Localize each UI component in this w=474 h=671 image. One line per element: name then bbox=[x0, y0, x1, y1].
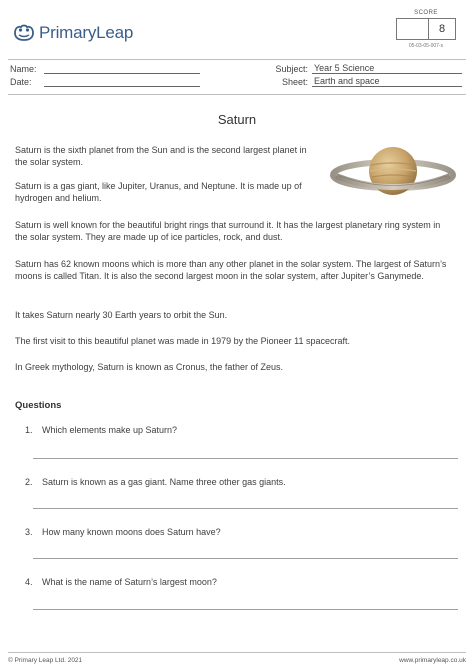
footer-website[interactable]: www.primaryleap.co.uk bbox=[399, 657, 466, 664]
question-text: Saturn is known as a gas giant. Name three other gas giants. bbox=[42, 477, 286, 487]
answer-line-1[interactable] bbox=[33, 458, 458, 459]
questions-heading: Questions bbox=[15, 400, 62, 411]
answer-line-4[interactable] bbox=[33, 609, 458, 610]
worksheet-header bbox=[0, 0, 474, 60]
question-number: 4. bbox=[25, 577, 33, 587]
score-box bbox=[396, 10, 456, 49]
question-1 bbox=[25, 425, 177, 435]
score-label: SCORE bbox=[414, 10, 438, 16]
name-row bbox=[10, 63, 200, 74]
question-text: Which elements make up Saturn? bbox=[42, 425, 178, 435]
frog-logo-icon bbox=[13, 24, 35, 42]
answer-line-3[interactable] bbox=[33, 558, 458, 559]
subject-label: Subject: bbox=[275, 64, 308, 74]
brand-logo bbox=[13, 22, 133, 44]
sheet-label: Sheet: bbox=[281, 77, 308, 87]
paragraph-5: It takes Saturn nearly 30 Earth years to orbit the Sun. bbox=[15, 310, 228, 320]
header-divider-bottom bbox=[8, 94, 466, 95]
question-number: 1. bbox=[25, 425, 33, 435]
saturn-planet-image bbox=[330, 140, 456, 211]
sheet-value: Earth and space bbox=[312, 76, 462, 87]
question-3 bbox=[25, 527, 221, 537]
paragraph-2: Saturn is a gas giant, like Jupiter, Uranus, and Neptune. It is made up of hydrogen and helium. bbox=[15, 181, 302, 204]
subject-row bbox=[270, 63, 462, 74]
footer-divider bbox=[8, 652, 466, 653]
question-number: 3. bbox=[25, 527, 33, 537]
date-field[interactable] bbox=[44, 76, 200, 87]
paragraph-4: Saturn has 62 known moons which is more than any other planet in the solar system. The largest of Saturn’s moons is called Titan. It is also the second largest moon in the solar system, after Jupiter’s Ganymede. bbox=[15, 259, 447, 282]
question-text: What is the name of Saturn’s largest moon? bbox=[42, 577, 217, 587]
score-value: 8 bbox=[438, 23, 446, 35]
date-row bbox=[10, 76, 200, 87]
question-number: 2. bbox=[25, 477, 33, 487]
answer-line-2[interactable] bbox=[33, 508, 458, 509]
paragraph-6: The first visit to this beautiful planet was made in 1979 by the Pioneer 11 spacecraft. bbox=[15, 336, 351, 346]
score-frame bbox=[396, 18, 456, 40]
sheet-row bbox=[270, 76, 462, 87]
date-label: Date: bbox=[10, 77, 32, 87]
sheet-code: 05-03-05-007-s bbox=[408, 43, 444, 49]
name-label: Name: bbox=[10, 64, 37, 74]
paragraph-1: Saturn is the sixth planet from the Sun and is the second largest planet in the solar system. bbox=[15, 145, 307, 168]
subject-value: Year 5 Science bbox=[312, 63, 462, 74]
score-entry[interactable] bbox=[397, 19, 429, 39]
paragraph-3: Saturn is well known for the beautiful bright rings that surround it. It has the largest planetary ring system in the solar system. They are made up of ice particles, rock, and dust. bbox=[15, 220, 441, 243]
header-divider-top bbox=[8, 59, 466, 60]
footer-copyright: © Primary Leap Ltd. 2021 bbox=[8, 657, 83, 664]
page-title: Saturn bbox=[217, 112, 257, 127]
brand-name: PrimaryLeap bbox=[39, 23, 134, 42]
paragraph-7: In Greek mythology, Saturn is known as Cronus, the father of Zeus. bbox=[15, 362, 283, 372]
name-field[interactable] bbox=[44, 63, 200, 74]
question-2 bbox=[25, 477, 286, 487]
question-text: How many known moons does Saturn have? bbox=[42, 527, 221, 537]
question-4 bbox=[25, 577, 217, 587]
